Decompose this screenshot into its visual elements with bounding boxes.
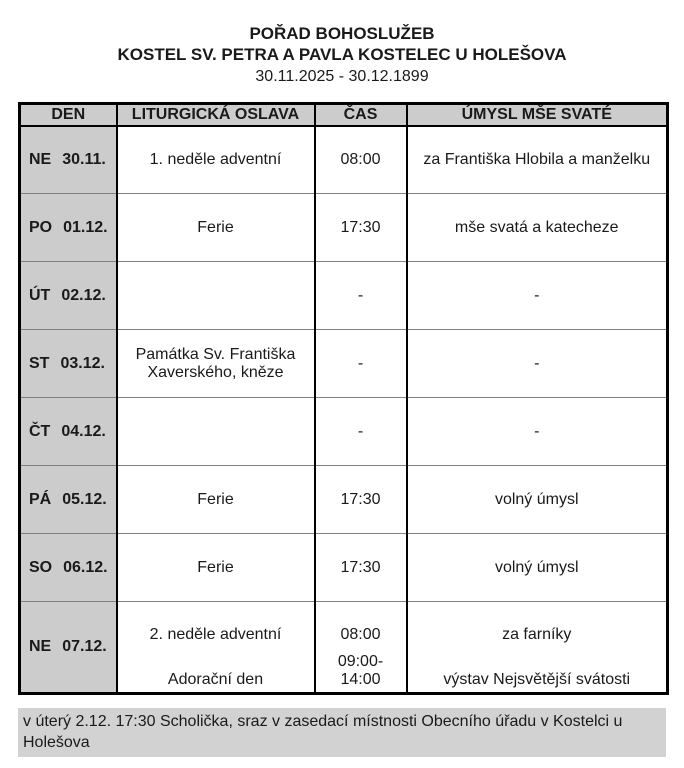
day-abbr: SO xyxy=(29,558,53,576)
time-cell xyxy=(315,602,407,694)
day-cell xyxy=(20,262,117,330)
page-title-line2: KOSTEL SV. PETRA A PAVLA KOSTELEC U HOLEŠOVA xyxy=(117,45,567,64)
table-row xyxy=(20,534,668,602)
header-liturgicka-oslava: LITURGICKÁ OSLAVA xyxy=(117,104,315,126)
day-date: 07.12. xyxy=(62,638,107,655)
table-row xyxy=(20,330,668,398)
time-cell: - xyxy=(315,330,407,398)
day-cell xyxy=(20,534,117,602)
day-abbr: ÚT xyxy=(29,286,51,304)
table-row xyxy=(20,466,668,534)
day-date: 05.12. xyxy=(62,490,107,508)
time-line2: 09:00-14:00 xyxy=(337,653,384,688)
day-cell xyxy=(20,126,117,194)
day-date: 06.12. xyxy=(63,558,108,576)
day-abbr: NE xyxy=(29,150,52,168)
intention-cell xyxy=(407,602,668,694)
intention-line2: výstav Nejsvětější svátosti xyxy=(443,671,631,688)
table-row xyxy=(20,126,668,194)
table-row xyxy=(20,262,668,330)
day-abbr: PO xyxy=(29,218,53,236)
intention-cell: mše svatá a katecheze xyxy=(407,194,668,262)
celebration-line2: Adorační den xyxy=(167,671,264,688)
time-cell: - xyxy=(315,398,407,466)
time-cell: - xyxy=(315,262,407,330)
day-cell xyxy=(20,194,117,262)
celebration-cell: Ferie xyxy=(117,194,315,262)
schedule-table xyxy=(18,102,669,695)
intention-cell: - xyxy=(407,330,668,398)
day-abbr: ST xyxy=(29,354,50,372)
time-cell: 17:30 xyxy=(315,194,407,262)
day-abbr: ČT xyxy=(29,422,51,440)
intention-cell: - xyxy=(407,398,668,466)
time-cell: 08:00 xyxy=(315,126,407,194)
table-row xyxy=(20,194,668,262)
day-cell xyxy=(20,466,117,534)
time-cell: 17:30 xyxy=(315,534,407,602)
intention-line1: za farníky xyxy=(502,626,572,643)
header-umysl-mse-svate: ÚMYSL MŠE SVATÉ xyxy=(407,104,668,126)
celebration-cell: Ferie xyxy=(117,466,315,534)
celebration-line1: 2. neděle adventní xyxy=(149,626,282,643)
celebration-cell: Památka Sv. Františka Xaverského, kněze xyxy=(117,330,315,398)
day-abbr: PÁ xyxy=(29,490,52,508)
page-title-line1: POŘAD BOHOSLUŽEB xyxy=(249,24,435,43)
footer-note: v úterý 2.12. 17:30 Scholička, sraz v zasedací místnosti Obecního úřadu v Kostelci u Holešova xyxy=(18,708,666,757)
header-cas: ČAS xyxy=(315,104,407,126)
celebration-cell xyxy=(117,602,315,694)
table-row xyxy=(20,602,668,694)
day-abbr: NE xyxy=(29,638,52,655)
table-header-row xyxy=(20,104,668,126)
header-den: DEN xyxy=(20,104,117,126)
day-cell xyxy=(20,330,117,398)
day-date: 30.11. xyxy=(62,150,106,168)
day-date: 03.12. xyxy=(60,354,105,372)
intention-cell: za Františka Hlobila a manželku xyxy=(407,126,668,194)
time-line1: 08:00 xyxy=(340,626,381,643)
celebration-cell xyxy=(117,262,315,330)
celebration-cell: Ferie xyxy=(117,534,315,602)
day-date: 04.12. xyxy=(61,422,106,440)
intention-cell: volný úmysl xyxy=(407,534,668,602)
intention-cell: - xyxy=(407,262,668,330)
table-row xyxy=(20,398,668,466)
celebration-cell: 1. neděle adventní xyxy=(117,126,315,194)
page-title-dates: 30.11.2025 - 30.12.1899 xyxy=(255,68,429,85)
day-cell xyxy=(20,398,117,466)
day-date: 01.12. xyxy=(63,218,108,236)
celebration-cell xyxy=(117,398,315,466)
intention-cell: volný úmysl xyxy=(407,466,668,534)
page-title xyxy=(0,23,684,87)
time-cell: 17:30 xyxy=(315,466,407,534)
day-date: 02.12. xyxy=(61,286,106,304)
day-cell xyxy=(20,602,117,694)
